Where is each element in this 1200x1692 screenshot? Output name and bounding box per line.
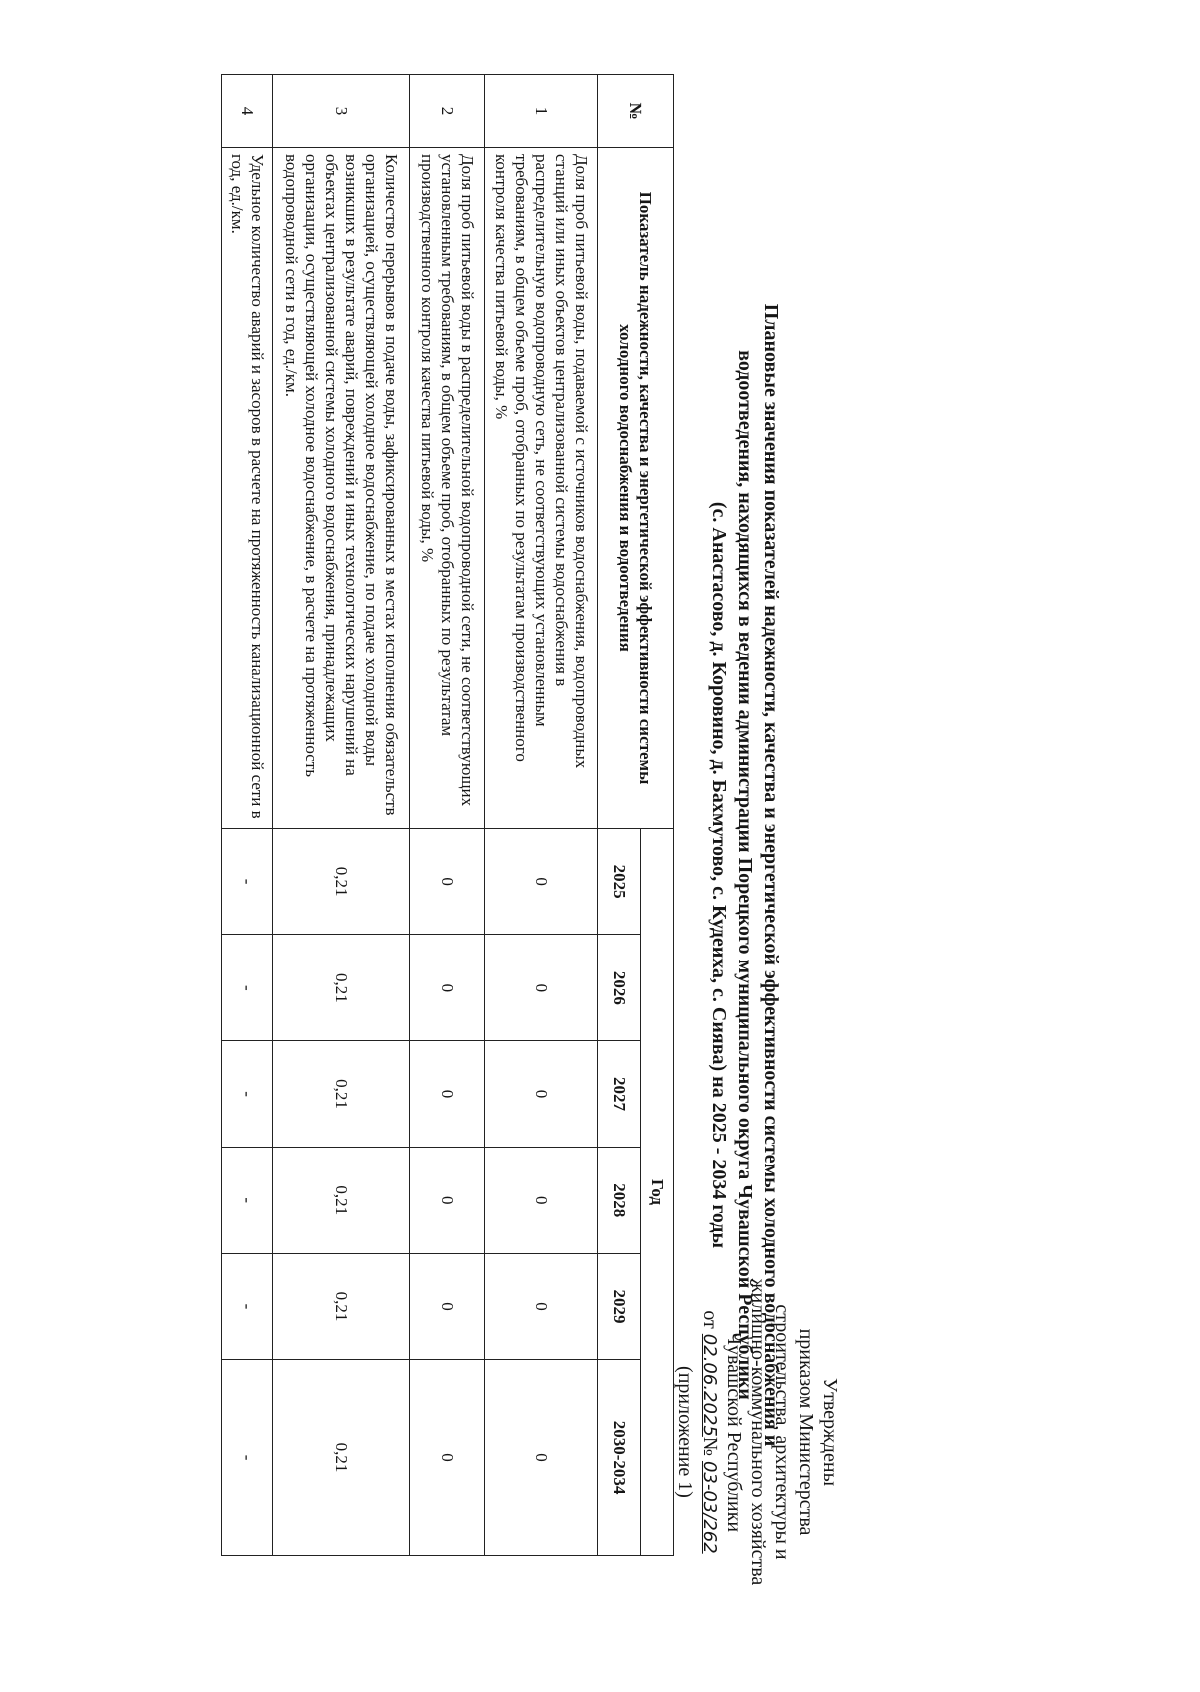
row-value: 0 — [485, 1360, 598, 1556]
order-date: 02.06.2025 — [699, 1333, 720, 1437]
header-year-group: Год — [641, 829, 674, 1556]
row-value: 0,21 — [273, 829, 410, 935]
indicators-table — [221, 74, 674, 1556]
row-value: 0,21 — [273, 1253, 410, 1359]
title-line: Плановые значения показателей надежности, качества и энергетической эффективности системы холодного водоснабжения и — [760, 303, 782, 1447]
row-value: 0 — [410, 829, 485, 935]
header-year: 2030-2034 — [598, 1360, 641, 1556]
header-num: № — [598, 75, 674, 148]
row-num: 3 — [273, 75, 410, 148]
title-line: водоотведения, находящихся в ведении администрации Порецкого муниципального округа Чувашской Республики — [734, 350, 756, 1400]
row-value: 0,21 — [273, 1360, 410, 1556]
row-value: 0 — [485, 1147, 598, 1253]
row-value: 0 — [410, 1147, 485, 1253]
approval-line: Чувашской Республики — [723, 1331, 745, 1533]
table-row — [222, 75, 273, 1556]
header-year: 2026 — [598, 935, 641, 1041]
table-row — [485, 75, 598, 1556]
row-indicator: Количество перерывов в подаче воды, зафиксированных в местах исполнения обязательств организацией, осуществляющей холодное водоснабжение, по подаче холодной воды возникших в результате аварий, повреждений и иных технологических нарушений на объектах централизованной системы холодного водоснабжения, принадлежащих организации, осуществляющей холодное водоснабжение, в расчете на протяженность водопроводной сети в год, ед./км. — [273, 148, 410, 829]
row-value: 0 — [485, 829, 598, 935]
row-value: 0 — [410, 1041, 485, 1147]
row-value: - — [222, 1253, 273, 1359]
row-value: 0 — [485, 1041, 598, 1147]
row-value: 0,21 — [273, 1041, 410, 1147]
header-year: 2029 — [598, 1253, 641, 1359]
row-indicator: Удельное количество аварий и засоров в расчете на протяженность канализационной сети в год, ед./км. — [222, 148, 273, 829]
row-value: 0 — [410, 1253, 485, 1359]
approval-line: Утверждены — [819, 1377, 841, 1487]
header-year: 2028 — [598, 1147, 641, 1253]
row-num: 1 — [485, 75, 598, 148]
row-value: - — [222, 935, 273, 1041]
document-title — [706, 90, 784, 1660]
row-indicator: Доля проб питьевой воды в распределительной водопроводной сети, не соответствующих установленным требованиям, в общем объеме проб, отобранных по результатам производственного контроля качества питьевой воды, % — [410, 148, 485, 829]
approval-line: жилищно-коммунального хозяйства — [747, 1278, 769, 1586]
table-row — [410, 75, 485, 1556]
header-year: 2025 — [598, 829, 641, 935]
table-header-row — [641, 75, 674, 1556]
row-indicator: Доля проб питьевой воды, подаваемой с источников водоснабжения, водопроводных станций или иных объектов централизованной системы водоснабжения в распределительную водопроводную сеть, не соответствующих установленным требованиям, в общем объеме проб, отобранных по результатам производственного контроля качества питьевой воды, % — [485, 148, 598, 829]
row-value: 0 — [410, 1360, 485, 1556]
header-indicator: Показатель надежности, качества и энергетической эффективности системы холодного водоснабжения и водоотведения — [598, 148, 674, 829]
date-prefix: от — [699, 1310, 721, 1334]
row-value: - — [222, 1147, 273, 1253]
number-sign: № — [699, 1436, 721, 1461]
row-value: 0 — [485, 935, 598, 1041]
row-num: 4 — [222, 75, 273, 148]
row-value: - — [222, 1041, 273, 1147]
row-num: 2 — [410, 75, 485, 148]
row-value: - — [222, 1360, 273, 1556]
approval-line: (приложение 1) — [674, 1366, 696, 1498]
approval-line: приказом Министерства — [795, 1328, 817, 1536]
row-value: - — [222, 829, 273, 935]
table-row — [273, 75, 410, 1556]
row-value: 0,21 — [273, 1147, 410, 1253]
row-value: 0 — [410, 935, 485, 1041]
row-value: 0 — [485, 1253, 598, 1359]
header-year: 2027 — [598, 1041, 641, 1147]
approval-line: строительства, архитектуры и — [771, 1304, 793, 1560]
title-line: (с. Анастасово, д. Коровино, д. Бахмутово, с. Кудеиха, с. Сиява) на 2025 - 2034 годы — [708, 501, 730, 1249]
row-value: 0,21 — [273, 935, 410, 1041]
order-number: 03-03/262 — [699, 1460, 720, 1554]
